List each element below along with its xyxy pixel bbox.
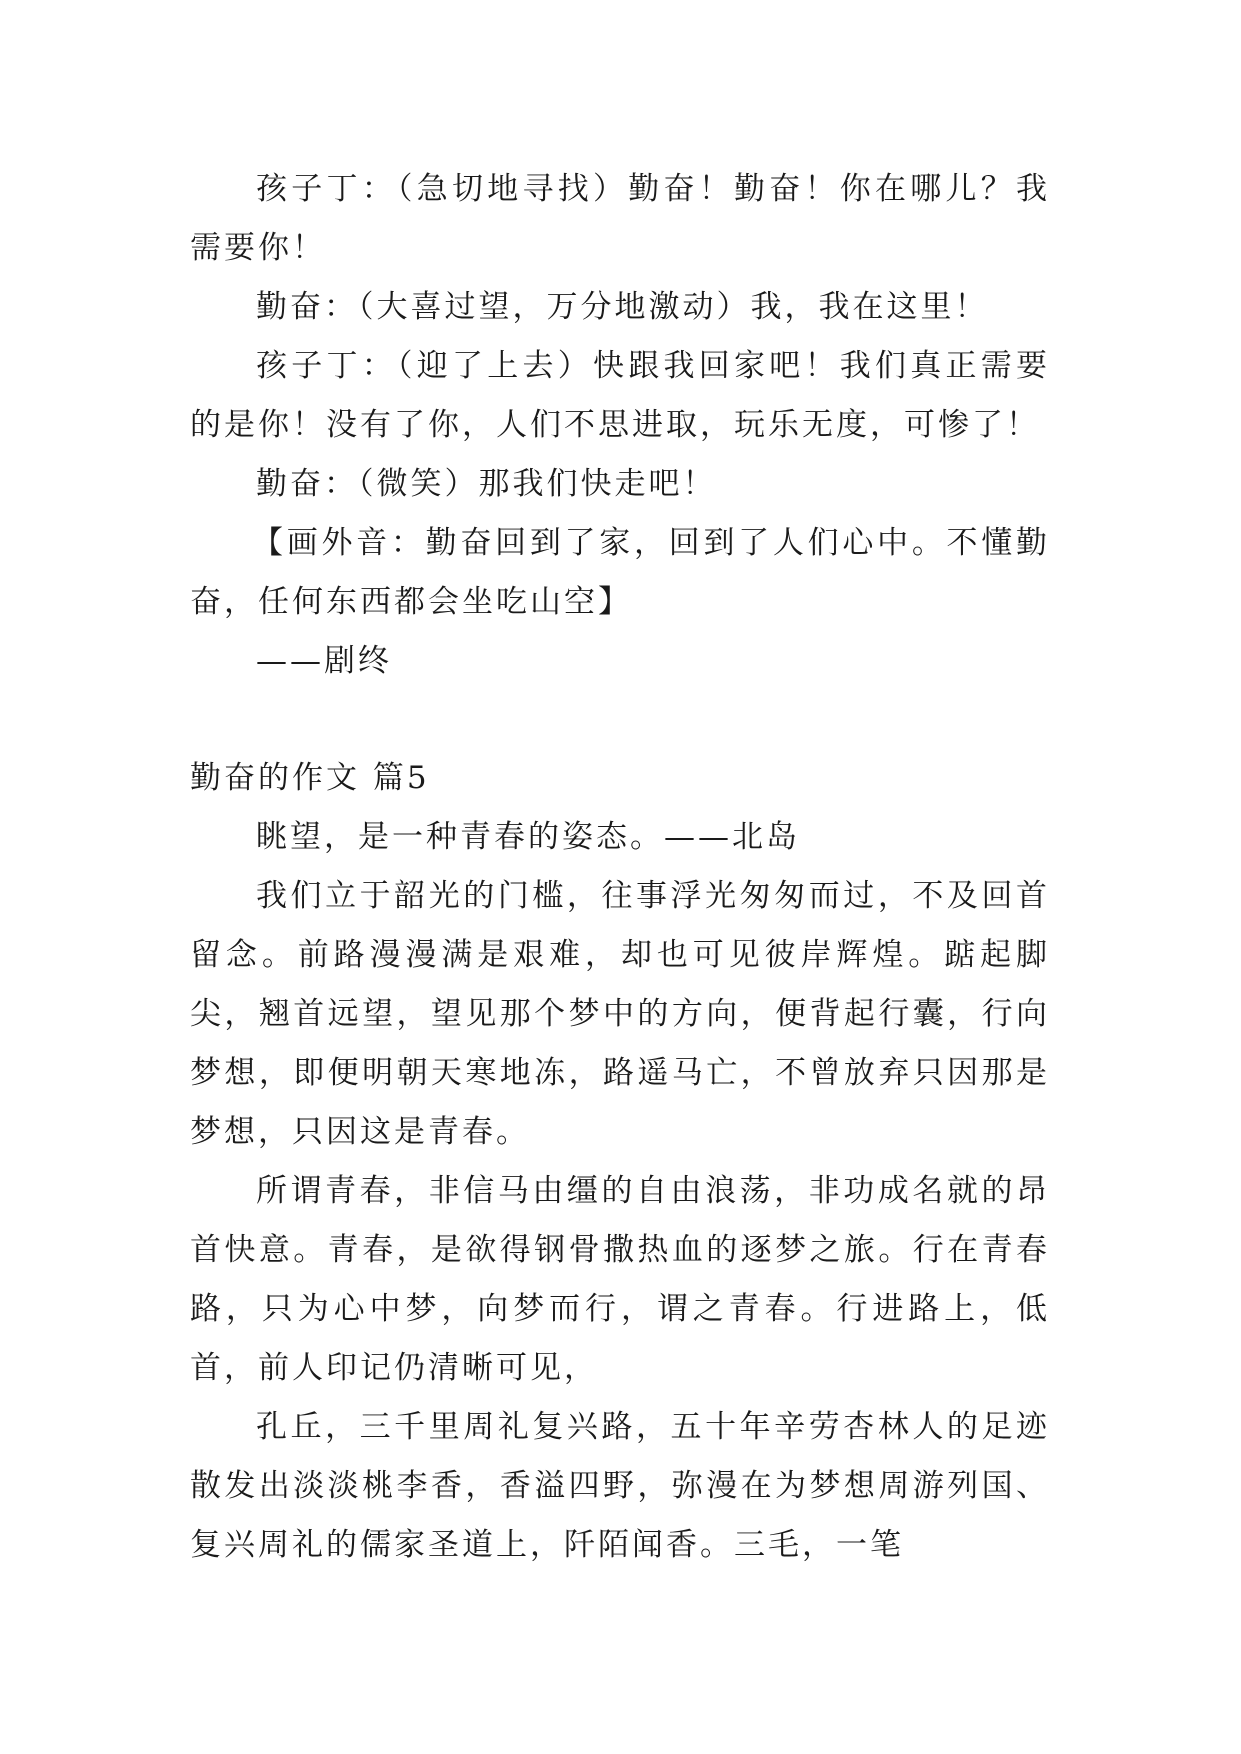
paragraph: 勤奋：（大喜过望，万分地激动）我，我在这里！ (256, 289, 989, 325)
section-spacer (190, 691, 1050, 749)
paragraph: 孩子丁：（急切地寻找）勤奋！勤奋！你在哪儿？我需要你！ (190, 171, 1050, 266)
paragraph: 孩子丁：（迎了上去）快跟我回家吧！我们真正需要的是你！没有了你，人们不思进取，玩乐无度，可惨了！ (190, 348, 1050, 443)
paragraph: 所谓青春，非信马由缰的自由浪荡，非功成名就的昂首快意。青春，是欲得钢骨撒热血的逐梦之旅。行在青春路，只为心中梦，向梦而行，谓之青春。行进路上，低首，前人印记仍清晰可见， (190, 1173, 1050, 1386)
paragraph: 眺望，是一种青春的姿态。——北岛 (256, 819, 800, 855)
narration-paragraph: 【画外音：勤奋回到了家，回到了人们心中。不懂勤奋，任何东西都会坐吃山空】 (190, 525, 1050, 620)
document-body (190, 160, 1050, 1575)
paragraph: 孔丘，三千里周礼复兴路，五十年辛劳杏林人的足迹散发出淡淡桃李香，香溢四野，弥漫在为梦想周游列国、复兴周礼的儒家圣道上，阡陌闻香。三毛，一笔 (190, 1409, 1050, 1563)
section-title: 勤奋的作文 篇5 (190, 760, 430, 796)
paragraph: 勤奋：（微笑）那我们快走吧！ (256, 466, 717, 502)
play-end-line: ——剧终 (256, 643, 392, 679)
paragraph: 我们立于韶光的门槛，往事浮光匆匆而过，不及回首留念。前路漫漫满是艰难，却也可见彼岸辉煌。踮起脚尖，翘首远望，望见那个梦中的方向，便背起行囊，行向梦想，即便明朝天寒地冻，路遥马亡，不曾放弃只因那是梦想，只因这是青春。 (190, 878, 1050, 1150)
